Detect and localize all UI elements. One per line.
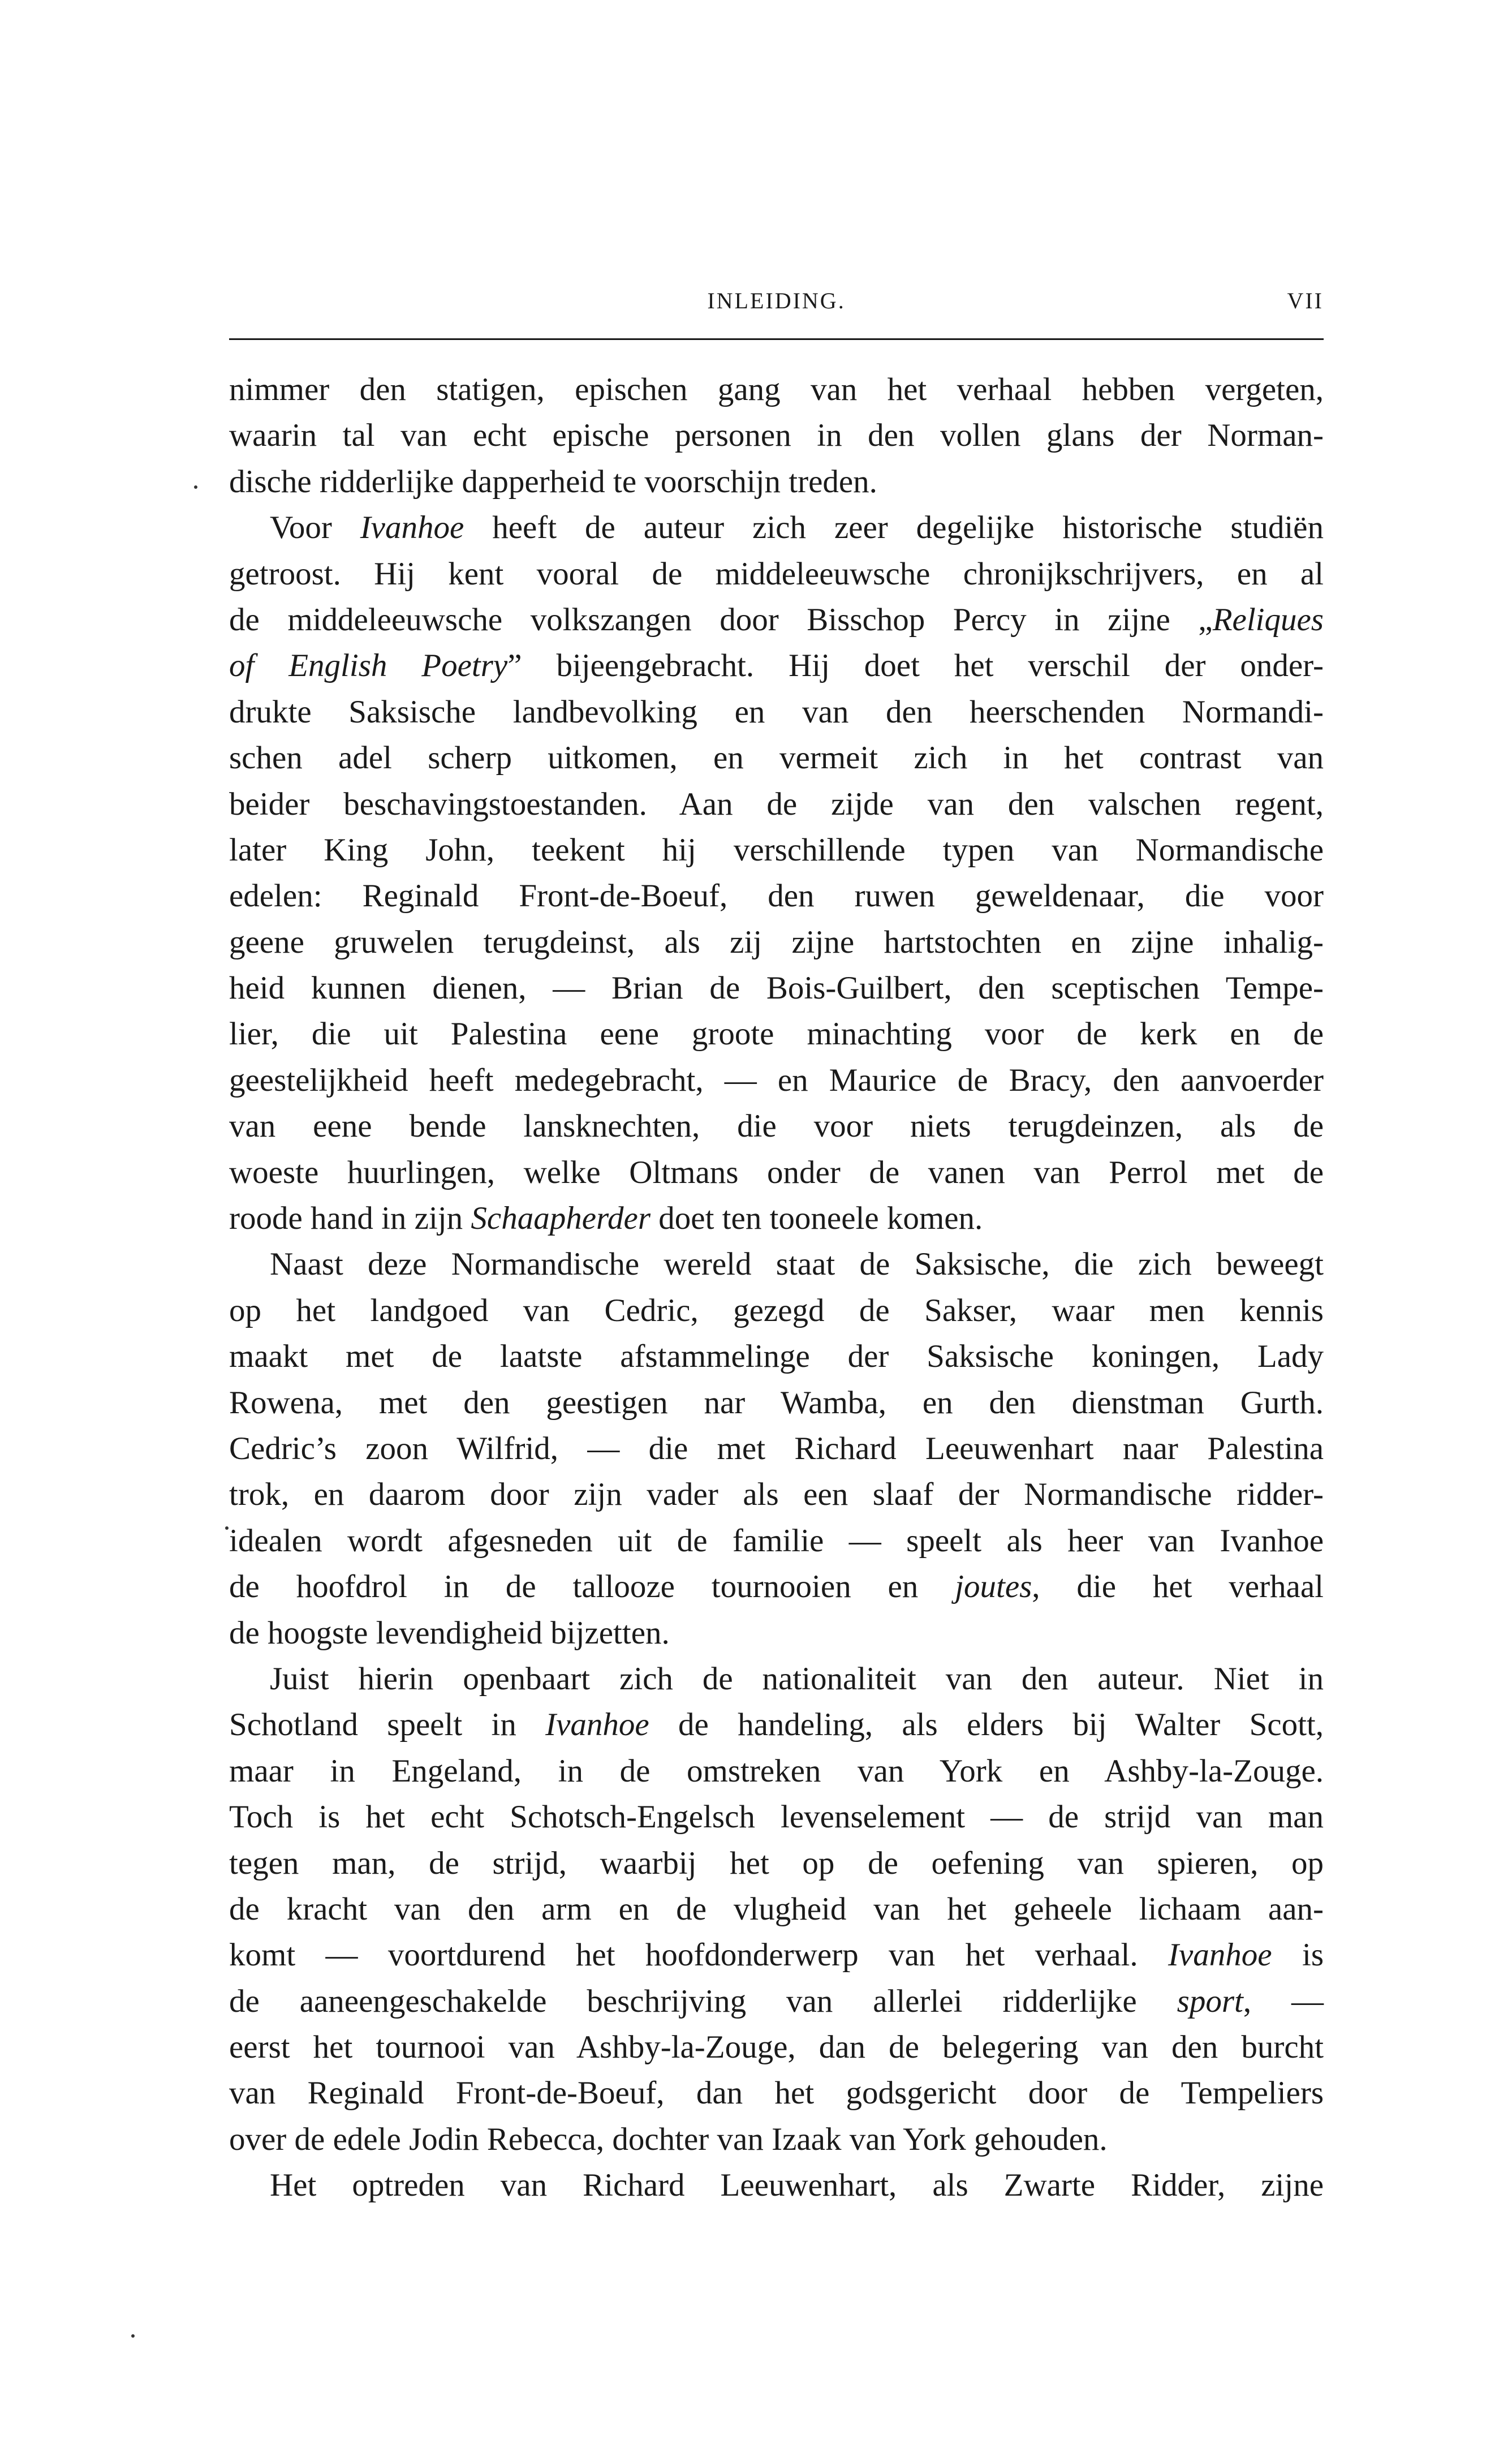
text-line (229, 551, 1324, 597)
text-line (229, 367, 1324, 412)
italic-run: Ivanhoe (360, 510, 464, 546)
text-run: komt — voortdurend het hoofdonderwerp van het verhaal. (229, 1937, 1169, 1973)
text-line (229, 1702, 1324, 1748)
text-line (229, 735, 1324, 781)
text-run: Het optreden van Richard Leeuwenhart, als Zwarte Ridder, zijne (270, 2167, 1324, 2204)
text-run: Rowena, met den geestigen nar Wamba, en den dienstman Gurth. (229, 1384, 1324, 1421)
text-run: geene gruwelen terugdeinst, als zij zijne hartstochten en zijne inhalig- (229, 924, 1324, 960)
text-run: drukte Saksische landbevolking en van den heerschenden Normandi- (229, 694, 1324, 730)
text-line (229, 1840, 1324, 1886)
text-line (229, 1057, 1324, 1103)
text-line (229, 1241, 1324, 1287)
text-run: van eene bende lansknechten, die voor niets terugdeinzen, als de (229, 1108, 1324, 1144)
text-run: eerst het tournooi van Ashby-la-Zouge, dan de belegering van den burcht (229, 2029, 1324, 2066)
text-line (229, 873, 1324, 919)
text-run: de middeleeuwsche volkszangen door Bisschop Percy in zijne „ (229, 601, 1213, 638)
italic-run: Schaapherder (471, 1201, 651, 1237)
text-run: maar in Engeland, in de omstreken van York en Ashby-la-Zouge. (229, 1753, 1324, 1789)
text-run: schen adel scherp uitkomen, en vermeit zich in het contrast van (229, 740, 1324, 776)
text-run: heid kunnen dienen, — Brian de Bois-Guilbert, den sceptischen Tempe- (229, 970, 1324, 1006)
text-run: Voor (270, 510, 360, 546)
text-run: beider beschavingstoestanden. Aan de zijde van den valschen regent, (229, 786, 1324, 822)
text-line (229, 919, 1324, 965)
text-run: lier, die uit Palestina eene groote minachting voor de kerk en de (229, 1016, 1324, 1052)
text-line (229, 412, 1324, 458)
text-run: Cedric’s zoon Wilfrid, — die met Richard Leeuwenhart naar Palestina (229, 1430, 1324, 1466)
text-run: geestelijkheid heeft medegebracht, — en Maurice de Bracy, den aanvoerder (229, 1062, 1324, 1098)
text-run: waarin tal van echt epische personen in den vollen glans der Norman- (229, 418, 1324, 454)
text-line (229, 1471, 1324, 1517)
italic-run: Ivanhoe (1168, 1937, 1272, 1973)
text-line (229, 1103, 1324, 1149)
running-header (229, 287, 1324, 321)
running-title: INLEIDING. (707, 288, 846, 313)
text-run: op het landgoed van Cedric, gezegd de Sakser, waar men kennis (229, 1292, 1324, 1328)
text-run: getroost. Hij kent vooral de middeleeuwsche chronijkschrijvers, en al (229, 556, 1324, 592)
text-run: maakt met de laatste afstammelinge der Saksische koningen, Lady (229, 1339, 1324, 1375)
margin-speck (131, 2334, 135, 2338)
text-run: idealen wordt afgesneden uit de familie — speelt als heer van Ivanhoe (229, 1522, 1324, 1559)
text-line (229, 2070, 1324, 2116)
text-line (229, 1380, 1324, 1426)
text-line (229, 1426, 1324, 1471)
text-run: de hoogste levendigheid bijzetten. (229, 1615, 670, 1651)
header-rule (229, 338, 1324, 340)
text-line (229, 689, 1324, 735)
text-run: dische ridderlijke dapperheid te voorschijn treden. (229, 463, 877, 500)
text-line (229, 597, 1324, 643)
text-line (229, 1794, 1324, 1840)
text-run: roode hand in zijn (229, 1201, 471, 1237)
text-line (229, 1978, 1324, 2024)
text-run: Juist hierin openbaart zich de nationaliteit van den auteur. Niet in (270, 1660, 1324, 1697)
text-run: Schotland speelt in (229, 1707, 546, 1743)
text-run: later King John, teekent hij verschillende typen van Normandische (229, 832, 1324, 868)
text-line (229, 1333, 1324, 1379)
text-run: de hoofdrol in de tallooze tournooien en (229, 1569, 955, 1605)
body-text (229, 367, 1324, 2209)
text-run: Toch is het echt Schotsch-Engelsch levenselement — de strijd van man (229, 1799, 1324, 1835)
text-line (229, 1288, 1324, 1333)
text-run: woeste huurlingen, welke Oltmans onder de vanen van Perrol met de (229, 1154, 1324, 1190)
text-run: van Reginald Front-de-Boeuf, dan het godsgericht door de Tempeliers (229, 2075, 1324, 2111)
text-run: de aaneengeschakelde beschrijving van allerlei ridderlijke (229, 1983, 1177, 2019)
text-line (229, 1150, 1324, 1195)
text-run: nimmer den statigen, epischen gang van het verhaal hebben vergeten, (229, 372, 1324, 407)
text-run: edelen: Reginald Front-de-Boeuf, den ruwen geweldenaar, die voor (229, 878, 1324, 914)
text-line (229, 1886, 1324, 1932)
text-run: , — (1243, 1983, 1324, 2019)
text-line (229, 1011, 1324, 1057)
text-line (229, 2024, 1324, 2070)
page-number: VII (1287, 288, 1324, 313)
italic-run: Reliques (1212, 601, 1324, 638)
text-line (229, 1195, 1324, 1241)
text-run: de handeling, als elders bij Walter Scott, (649, 1707, 1324, 1743)
text-line (229, 643, 1324, 689)
text-line (229, 1748, 1324, 1794)
italic-run: of English Poetry (229, 648, 508, 684)
text-run: ” bijeengebracht. Hij doet het verschil der onder- (507, 648, 1324, 684)
margin-speck (194, 485, 197, 489)
text-line (229, 827, 1324, 873)
text-run: heeft de auteur zich zeer degelijke historische studiën (464, 510, 1324, 546)
italic-run: joutes (955, 1569, 1032, 1605)
text-run: de kracht van den arm en de vlugheid van het geheele lichaam aan- (229, 1891, 1324, 1927)
text-line (229, 2116, 1324, 2162)
text-run: Naast deze Normandische wereld staat de Saksische, die zich beweegt (270, 1246, 1324, 1283)
text-line (229, 1610, 1324, 1656)
text-run: , die het verhaal (1032, 1569, 1324, 1605)
text-run: trok, en daarom door zijn vader als een slaaf der Normandische ridder- (229, 1477, 1324, 1513)
text-run: is (1272, 1937, 1324, 1973)
text-line (229, 1564, 1324, 1610)
text-line (229, 781, 1324, 827)
text-line (229, 1656, 1324, 1702)
margin-speck (225, 1526, 229, 1530)
text-run: tegen man, de strijd, waarbij het op de oefening van spieren, op (229, 1845, 1324, 1881)
italic-run: sport (1177, 1983, 1243, 2019)
italic-run: Ivanhoe (545, 1707, 649, 1743)
text-line (229, 459, 1324, 505)
text-run: doet ten tooneele komen. (651, 1201, 983, 1237)
text-line (229, 2162, 1324, 2208)
text-run: over de edele Jodin Rebecca, dochter van Izaak van York gehouden. (229, 2121, 1108, 2157)
text-line (229, 1932, 1324, 1978)
text-line (229, 1518, 1324, 1564)
text-line (229, 505, 1324, 550)
text-line (229, 965, 1324, 1011)
